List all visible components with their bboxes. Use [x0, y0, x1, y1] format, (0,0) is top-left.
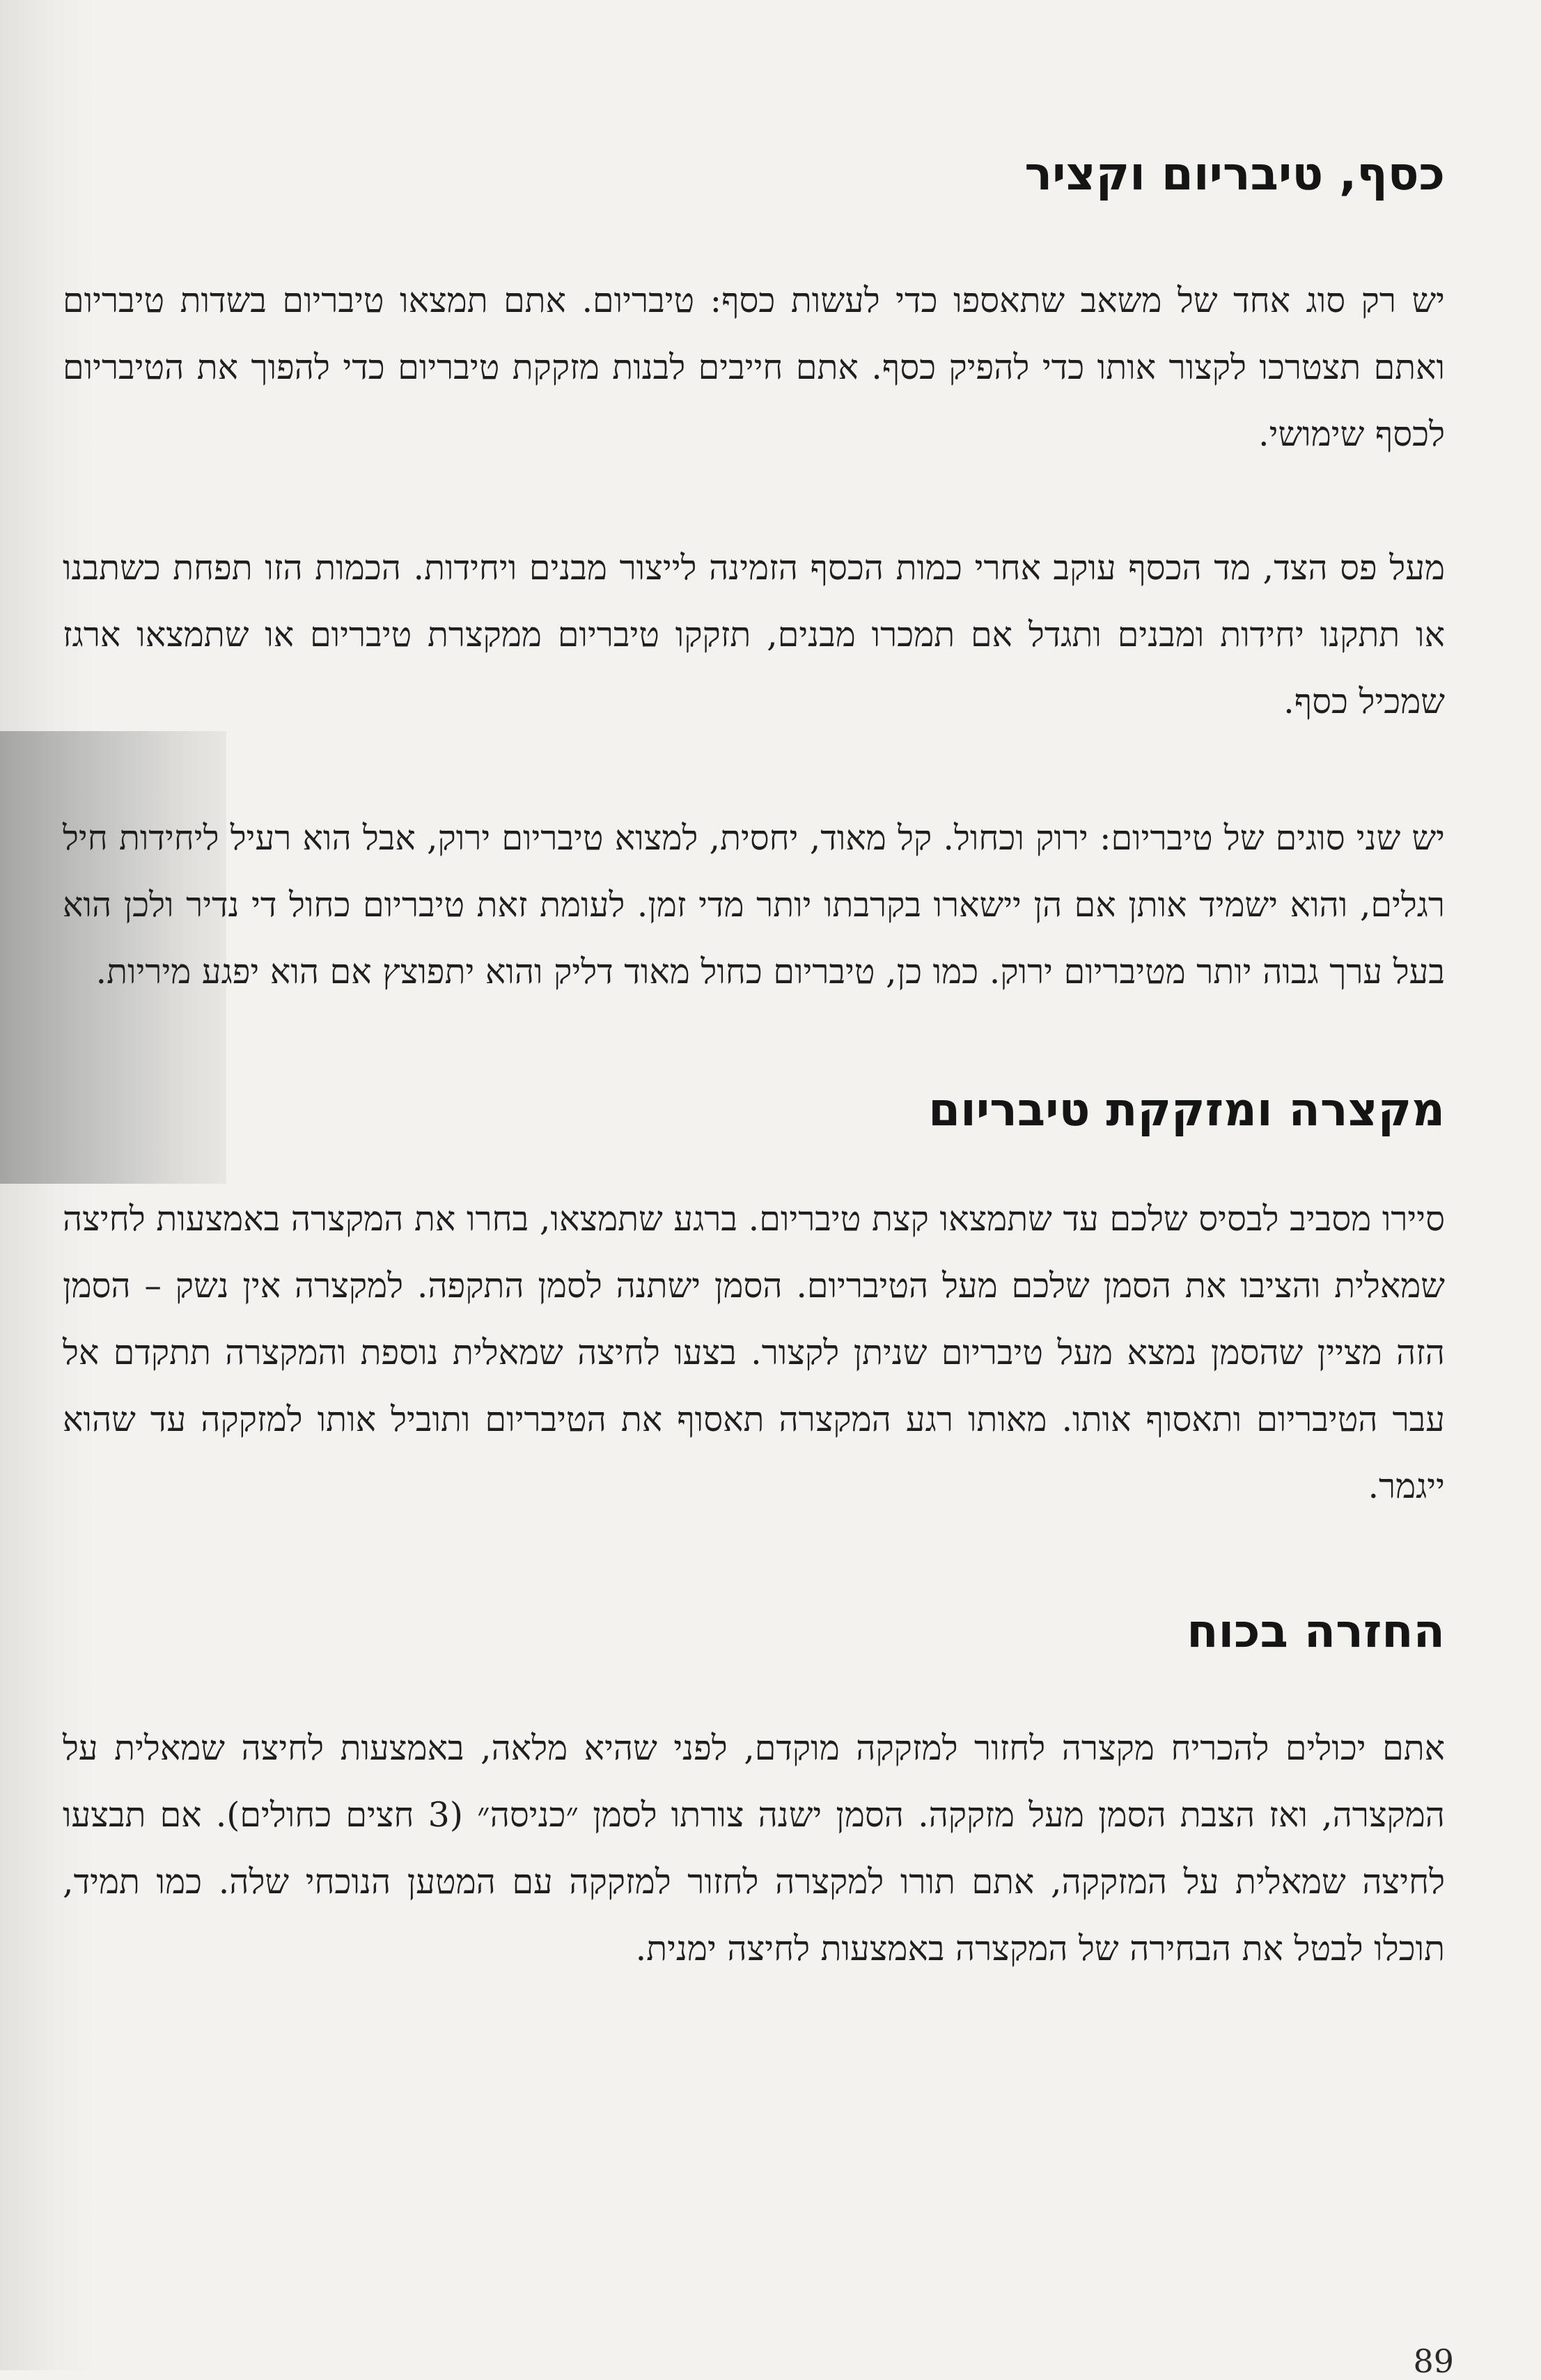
- paragraph-tiberium-resource: יש רק סוג אחד של משאב שתאספו כדי לעשות כסף: טיבריום. אתם תמצאו טיבריום בשדות טיבריום ואתם תצטרכו לקצור אותו כדי להפיק כסף. אתם חייבים לבנות מזקקת טיבריום כדי להפוך את הטיבריום לכסף שימושי.: [63, 281, 1445, 455]
- paragraph-money-meter: מעל פס הצד, מד הכסף עוקב אחרי כמות הכסף הזמינה לייצור מבנים ויחידות. הכמות הזו תפחת כשתבנו או תתקנו יחידות ומבנים ותגדל אם תמכרו מבנים, תזקקו טיבריום ממקצרת טיבריום או שתמצאו ארגז שמכיל כסף.: [63, 548, 1445, 722]
- page-content: [63, 146, 1445, 1982]
- section-heading-harvester: מקצרה ומזקקת טיבריום: [928, 1083, 1445, 1137]
- paragraph-tiberium-types: יש שני סוגים של טיבריום: ירוק וכחול. קל מאוד, יחסית, למצוא טיבריום ירוק, אבל הוא רעיל ליחידות חיל רגלים, והוא ישמיד אותן אם הן יישארו בקרבתו יותר מדי זמן. לעומת זאת טיבריום כחול די נדיר ולכן הוא בעל ערך גבוה יותר מטיבריום ירוק. כמו כן, טיבריום כחול מאוד דליק והוא יתפוצץ אם הוא יפגע מיריות.: [63, 818, 1445, 992]
- section-heading-money: כסף, טיבריום וקציר: [1024, 147, 1445, 201]
- paragraph-force-return: אתם יכולים להכריח מקצרה לחזור למזקקה מוקדם, לפני שהיא מלאה, באמצעות לחיצה שמאלית על המקצרה, ואז הצבת הסמן מעל מזקקה. הסמן ישנה צורתו לסמן ״כניסה״ (3 חצים כחולים). אם תבצעו לחיצה שמאלית על המזקקה, אתם תורו למקצרה לחזור למזקקה עם המטען הנוכחי שלה. כמו תמיד, תוכלו לבטל את הבחירה של המקצרה באמצעות לחיצה ימנית.: [63, 1728, 1445, 1968]
- paragraph-harvesting: סיירו מסביב לבסיס שלכם עד שתמצאו קצת טיבריום. ברגע שתמצאו, בחרו את המקצרה באמצעות לחיצה שמאלית והציבו את הסמן שלכם מעל הטיבריום. הסמן ישתנה לסמן התקפה. למקצרה אין נשק – הסמן הזה מציין שהסמן נמצא מעל טיבריום שניתן לקצור. בצעו לחיצה שמאלית נוספת והמקצרה תתקדם אל עבר הטיבריום ותאסוף אותו. מאותו רגע המקצרה תאסוף את הטיבריום ותוביל אותו למזקקה עד שהוא ייגמר.: [63, 1199, 1445, 1507]
- page-number: 89: [1413, 2342, 1454, 2380]
- section-heading-force-return: החזרה בכוח: [1187, 1604, 1445, 1659]
